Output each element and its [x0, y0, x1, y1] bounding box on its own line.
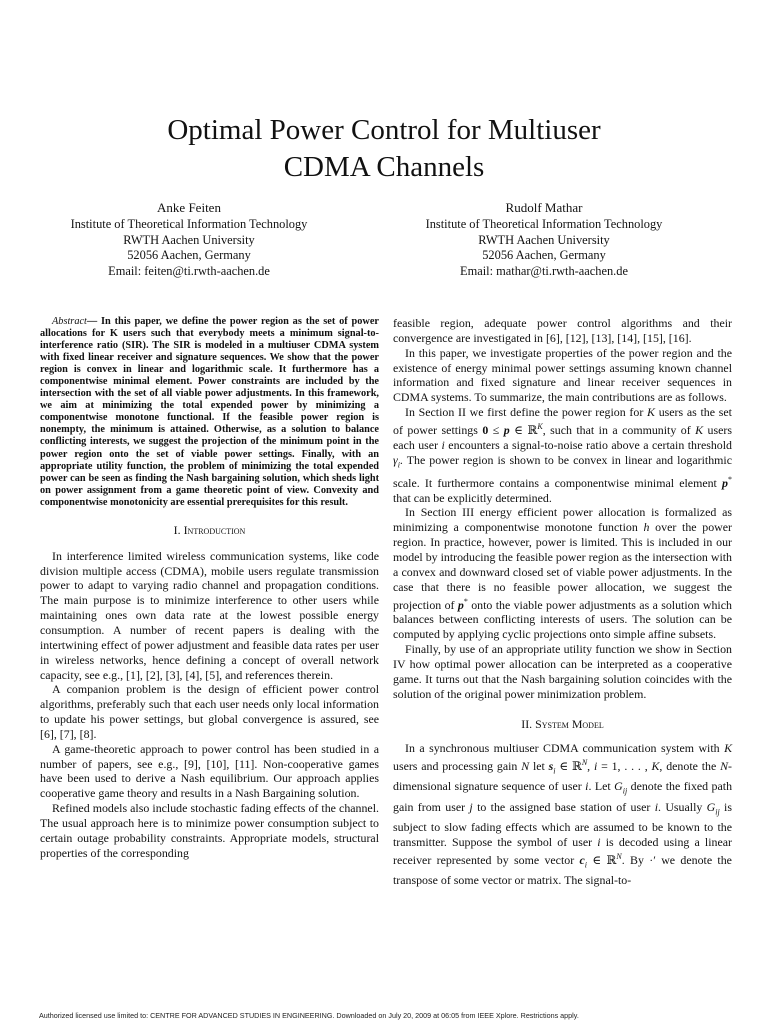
- author-university: RWTH Aachen University: [478, 232, 610, 247]
- right-paragraph-3: In Section II we first define the power region for K users as the set of power settings 0 ≤ p ∈ ℝ$^K$, such that in a community of K users each user i encounters a signal-to-noise ratio above a certain threshold $\gamma_i$. The power region is shown to be convex in linear and logarithmic scale. It furthermore contains a componentwise minimal element p* that can be explicitly determined.: [393, 405, 732, 505]
- right-column: [393, 316, 732, 888]
- author-block-2: [394, 199, 694, 279]
- author-block-1: [39, 199, 339, 279]
- intro-paragraph-4: Refined models also include stochastic fading effects of the channel. The usual approach here is to minimize power consumption subject to certain outage probability constraints. Appropriate models, structural properties of the corresponding: [40, 801, 379, 860]
- abstract-label: Abstract: [52, 316, 87, 327]
- author-name: Anke Feiten: [157, 200, 221, 215]
- author-institute: Institute of Theoretical Information Technology: [70, 217, 308, 231]
- paper-title: [0, 112, 768, 186]
- intro-paragraph-1: In interference limited wireless communication systems, like code division multiple access (CDMA), mobile users regulate transmission power to adapt to varying radio channel and propagation conditions. The main purpose is to minimize interference to other users while maintaining ones own data rate at the lowest possible energy consumption. A number of recent papers is dealing with the intertwining effect of power adjustment and feasible data rates per user in wireless networks, hence defining a concept of overall network capacity, see e.g., [1], [2], [3], [4], [5], and references therein.: [40, 548, 379, 682]
- right-paragraph-2: In this paper, we investigate properties of the power region and the existence of energy minimal power settings assuming known channel information and fixed signature and linear receiver sequences in CDMA systems. To summarize, the main contributions are as follows.: [393, 345, 732, 405]
- author-address: 52056 Aachen, Germany: [127, 248, 251, 263]
- right-paragraph-1: feasible region, adequate power control algorithms and their convergence are investigated in [6], [12], [13], [14], [15], [16].: [393, 316, 732, 345]
- intro-paragraph-2: A companion problem is the design of efficient power control algorithms, preferably such that each user needs only local information to update his power settings, but global convergence is assured, see [6], [7], [8].: [40, 682, 379, 741]
- section-heading-introduction: I. Introduction: [173, 522, 246, 537]
- author-email: Email: feiten@ti.rwth-aachen.de: [108, 263, 270, 278]
- author-email: Email: mathar@ti.rwth-aachen.de: [460, 263, 628, 278]
- section-heading-system-model: II. System Model: [521, 717, 604, 732]
- system-model-paragraph: In a synchronous multiuser CDMA communication system with K users and processing gain N let $s_i$ ∈ ℝ$^N$, i = 1, . . . , K, denote the N-dimensional signature sequence of user i. Let $G_{ij}$ denote the fixed path gain from user j to the assigned base station of user i. Usually $G_{ij}$ is subject to slow fading effects which are assumed to be known to the transmitter. Suppose the symbol of user i is decoded using a linear receiver represented by some vector $c_i$ ∈ ℝ$^N$. By ·′ we denote the transpose of some vector or matrix. The signal-to-: [393, 741, 733, 887]
- author-name: Rudolf Mathar: [505, 200, 583, 215]
- intro-paragraph-3: A game-theoretic approach to power control has been studied in a number of papers, see e.g., [9], [10], [11]. Non-cooperative games have been used to derive a Nash equilibrium. Our approach applies cooperative game theory and results in a Nash Bargaining solution.: [40, 741, 379, 801]
- right-paragraph-5: Finally, by use of an appropriate utility function we show in Section IV how optimal power allocation can be interpreted as a cooperative game. It turns out that the Nash bargaining solution coincides with the solution of the original power minimization problem.: [393, 642, 732, 701]
- abstract-text: — In this paper, we define the power region as the set of power allocations for K users such that everybody meets a minimum signal-to-interference ratio (SIR). The SIR is modeled in a multiuser CDMA system with fixed linear receiver and signature sequences. We show that the power region is convex in linear and logarithmic scale. It furthermore has a componentwise minimal element. Power constraints are included by the intersection with the set of all viable power adjustments. In this framework, we aim at minimizing the total expended power by minimizing a componentwise monotone functional. If the feasible power region is nonempty, the minimum is attained. Otherwise, as a solution to balance conflicting interests, we suggest the projection of the minimum point in the power region onto the set of viable power settings. Finally, with an appropriate utility function, the problem of minimizing the total expended power can be seen as finding the Nash bargaining solution, which sheds light on power assignment from a game theoretic point of view. Convexity and componentwise monotonicity are essential prerequisites for this result.: [40, 316, 379, 508]
- left-column: [40, 316, 379, 860]
- title-line-1: Optimal Power Control for Multiuser: [167, 114, 601, 146]
- abstract: [40, 316, 379, 509]
- ieee-footer: Authorized licensed use limited to: CENTRE FOR ADVANCED STUDIES IN ENGINEERING. Downloaded on July 20, 2009 at 06:05 from IEEE Xplore. Restrictions apply.: [39, 1011, 579, 1020]
- author-university: RWTH Aachen University: [123, 232, 255, 247]
- author-address: 52056 Aachen, Germany: [482, 248, 606, 263]
- author-institute: Institute of Theoretical Information Technology: [425, 217, 663, 231]
- right-paragraph-4: In Section III energy efficient power allocation is formalized as minimizing a componentwise monotone function h over the power region. In practice, however, power is limited. This is included in our model by introducing the feasible power region as the intersection with a convex and downward closed set of viable power adjustments. In the case that there is no feasible power allocation, we suggest the projection of p* onto the viable power adjustments as a solution which balances between conflicting interests of users. The solution can be computed by applying cyclic projections onto simple affine subsets.: [393, 505, 732, 642]
- title-line-2: CDMA Channels: [283, 151, 485, 183]
